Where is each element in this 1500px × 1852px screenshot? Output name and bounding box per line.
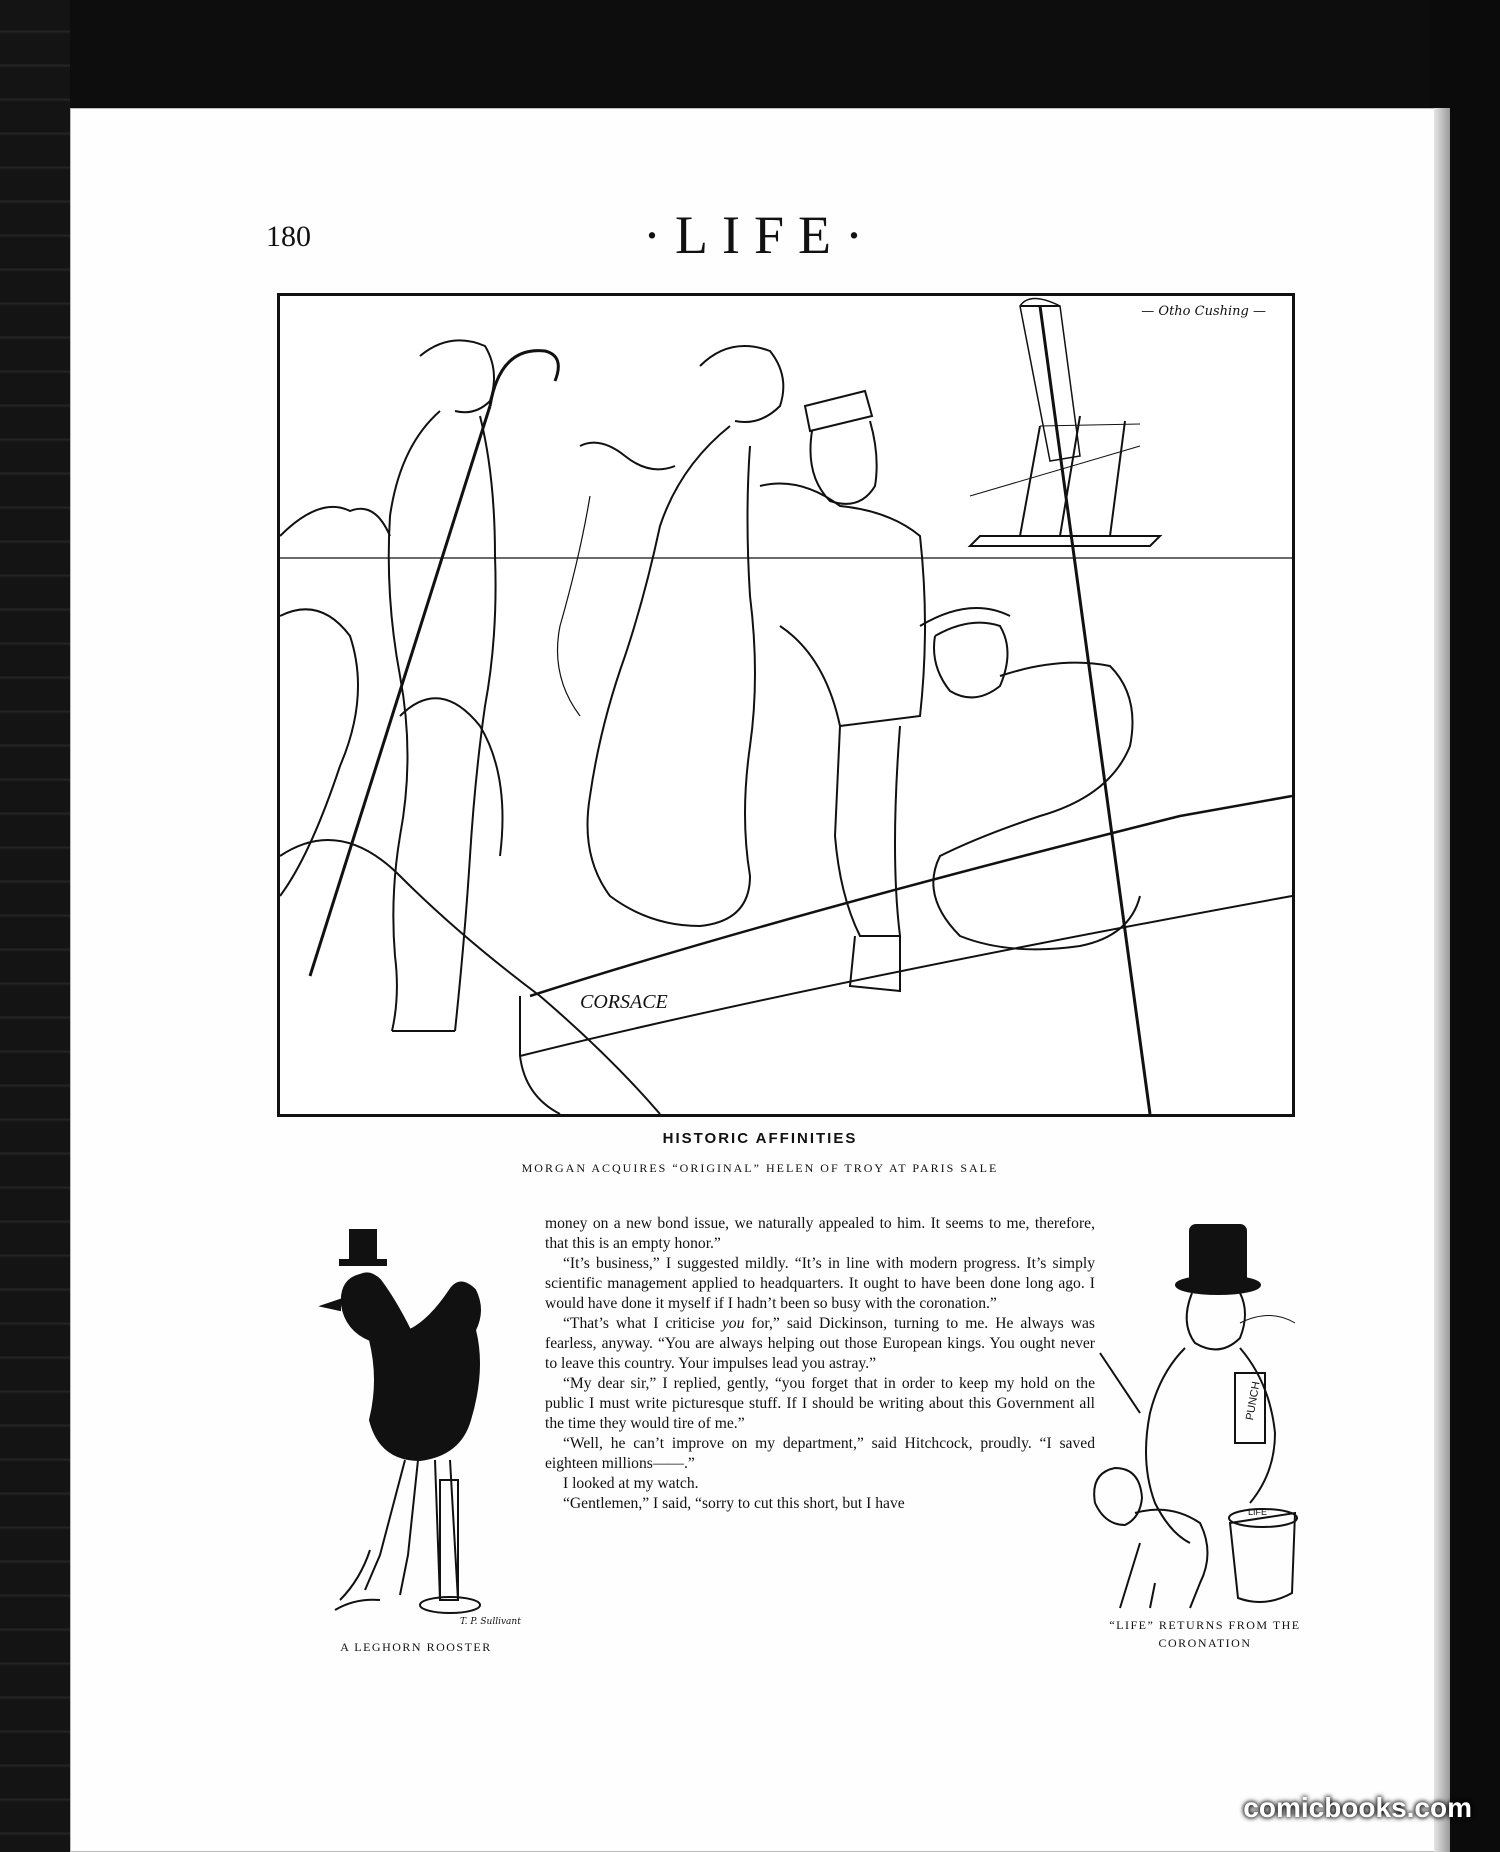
rooster-drawing (310, 1220, 521, 1630)
punch-label: PUNCH (1243, 1380, 1263, 1422)
rooster-caption: A LEGHORN ROOSTER (340, 1640, 492, 1654)
magazine-page (70, 108, 1450, 1852)
rooster-signature: T. P. Sullivant (460, 1617, 521, 1627)
site-watermark: comicbooks.com (1243, 1792, 1472, 1823)
article-paragraph: “It’s business,” I suggested mildly. “It’s in line with modern progress. It’s simply scientific management applied to headquarters. It ought to have been done long ago. I would have done it myself if I hadn’t been so busy with the coronation.” (545, 1255, 1095, 1312)
leghorn-rooster-cartoon (310, 1220, 521, 1630)
life-returns-caption (1085, 1616, 1325, 1652)
scan-background-top (0, 0, 1500, 110)
illustration-caption-subtitle: MORGAN ACQUIRES “ORIGINAL” HELEN OF TROY AT PARIS SALE (521, 1161, 999, 1175)
page-number: 180 (266, 220, 311, 253)
article-paragraph: money on a new bond issue, we naturally appealed to him. It seems to me, therefore, that this is an empty honor.” (545, 1215, 1095, 1252)
artist-signature: — Otho Cushing — (1137, 304, 1270, 319)
boat-lettering: CORSACE (580, 991, 668, 1013)
article-paragraph: I looked at my watch. (563, 1475, 699, 1492)
article-paragraph: “That’s what I criticise you for,” said Dickinson, turning to me. He always was fearless, anyway. “You are always helping out those European kings. You ought never to leave this country. Your impulses lead you astray.” (545, 1315, 1095, 1372)
caption-line-1: “LIFE” RETURNS FROM THE (1109, 1618, 1301, 1632)
article-paragraph: “Gentlemen,” I said, “sorry to cut this short, but I have (563, 1495, 905, 1512)
masthead-title: ·LIFE· (643, 205, 877, 265)
scan-background-left (0, 0, 70, 1852)
article-paragraph: “Well, he can’t improve on my department,” said Hitchcock, proudly. “I saved eighteen millions——.” (545, 1435, 1095, 1472)
life-label: LIFE (1248, 1507, 1268, 1517)
caption-line-2: CORONATION (1158, 1636, 1252, 1650)
life-returns-drawing (1080, 1213, 1315, 1623)
page-edge (1434, 108, 1450, 1852)
article-paragraph: “My dear sir,” I replied, gently, “you forget that in order to keep my hold on the public I must write picturesque stuff. If I should be writing about this Government all the time they would tire of me.” (545, 1375, 1095, 1432)
illustration-drawing (280, 296, 1292, 1114)
illustration-caption-title: HISTORIC AFFINITIES (662, 1130, 858, 1147)
life-returns-cartoon (1080, 1213, 1315, 1623)
main-illustration (277, 293, 1295, 1117)
article-text (545, 1214, 1095, 1514)
